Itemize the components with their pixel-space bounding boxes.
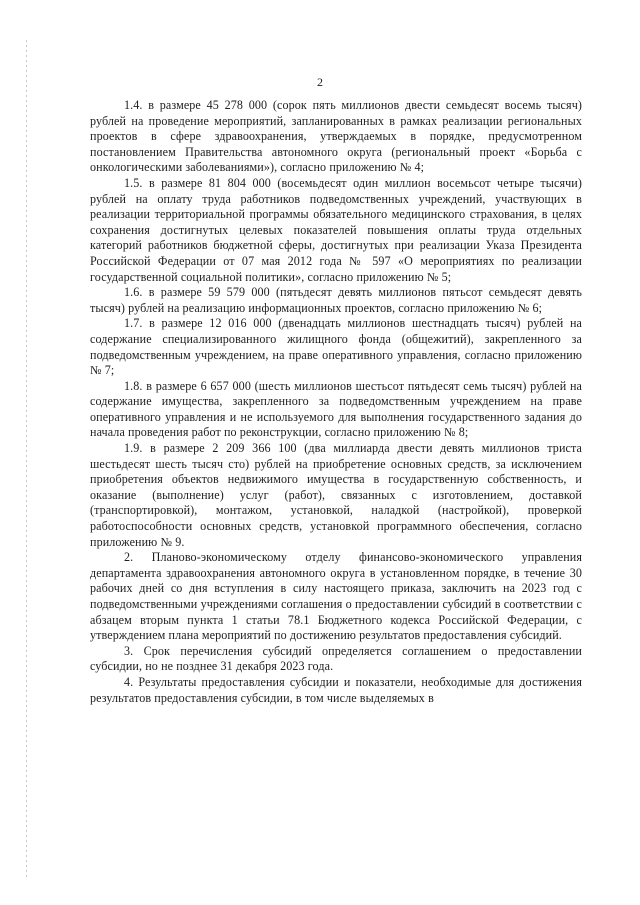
paragraph-4: 4. Результаты предоставления субсидии и показатели, необходимые для достижения результатов предоставления субсидии, в том числе выделяемых в: [90, 674, 582, 705]
scan-margin-edge: [26, 40, 27, 880]
page-number: 2: [317, 75, 323, 89]
paragraph-1-9: 1.9. в размере 2 209 366 100 (два миллиарда двести девять миллионов триста шестьдесят шесть тысяч сто) рублей на приобретение основных средств, за исключением приобретения объектов недвижимого имущества в государственную собственность, и оказание (выполнение) услуг (работ), связанных с изготовлением, доставкой (транспортировкой), монтажом, установкой, наладкой (настройкой), проверкой работоспособности основных средств, установкой программного обеспечения, согласно приложению № 9.: [90, 441, 582, 549]
paragraph-1-7: 1.7. в размере 12 016 000 (двенадцать миллионов шестнадцать тысяч) рублей на содержание специализированного жилищного фонда (общежитий), закрепленного за подведомственным учреждением, на праве оперативного управления, согласно приложению № 7;: [90, 316, 582, 378]
paragraph-1-5: 1.5. в размере 81 804 000 (восемьдесят один миллион восемьсот четыре тысячи) рублей на оплату труда работников подведомственных учреждений, участвующих в реализации территориальной программы обязательного медицинского страхования, в целях сохранения достигнутых целевых показателей повышения оплаты труда отдельных категорий работников бюджетной сферы, достигнутых при реализации Указа Президента Российской Федерации от 07 мая 2012 года № 597 «О мероприятиях по реализации государственной социальной политики», согласно приложению № 5;: [90, 175, 582, 284]
paragraph-1-8: 1.8. в размере 6 657 000 (шесть миллионов шестьсот пятьдесят семь тысяч) рублей на содержание имущества, закрепленного за подведомственным учреждением на праве оперативного управления и не используемого для выполнения государственного задания до начала проведения работ по реконструкции, согласно приложению № 8;: [90, 378, 582, 440]
paragraph-1-6: 1.6. в размере 59 579 000 (пятьдесят девять миллионов пятьсот семьдесят девять тысяч) рублей на реализацию информационных проектов, согласно приложению № 6;: [90, 285, 582, 315]
paragraph-2: 2. Планово-экономическому отделу финансово-экономического управления департамента здравоохранения автономного округа в установленном порядке, в течение 30 рабочих дней со дня вступления в силу настоящего приказа, заключить на 2023 год с подведомственными учреждениями соглашения о предоставлении субсидий в соответствии с абзацем вторым пункта 1 статьи 78.1 Бюджетного кодекса Российской Федерации, с утверждением плана мероприятий по достижению результатов предоставления субсидий.: [90, 550, 582, 643]
document-body: [90, 98, 582, 706]
paragraph-3: 3. Срок перечисления субсидий определяется соглашением о предоставлении субсидии, но не позднее 31 декабря 2023 года.: [90, 643, 582, 674]
paragraph-1-4: 1.4. в размере 45 278 000 (сорок пять миллионов двести семьдесят восемь тысяч) рублей на проведение мероприятий, запланированных в рамках реализации региональных проектов в сфере здравоохранения, утверждаемых в порядке, предусмотренном постановлением Правительства автономного округа (региональный проект «Борьба с онкологическими заболеваниями»), согласно приложению № 4;: [90, 98, 582, 175]
